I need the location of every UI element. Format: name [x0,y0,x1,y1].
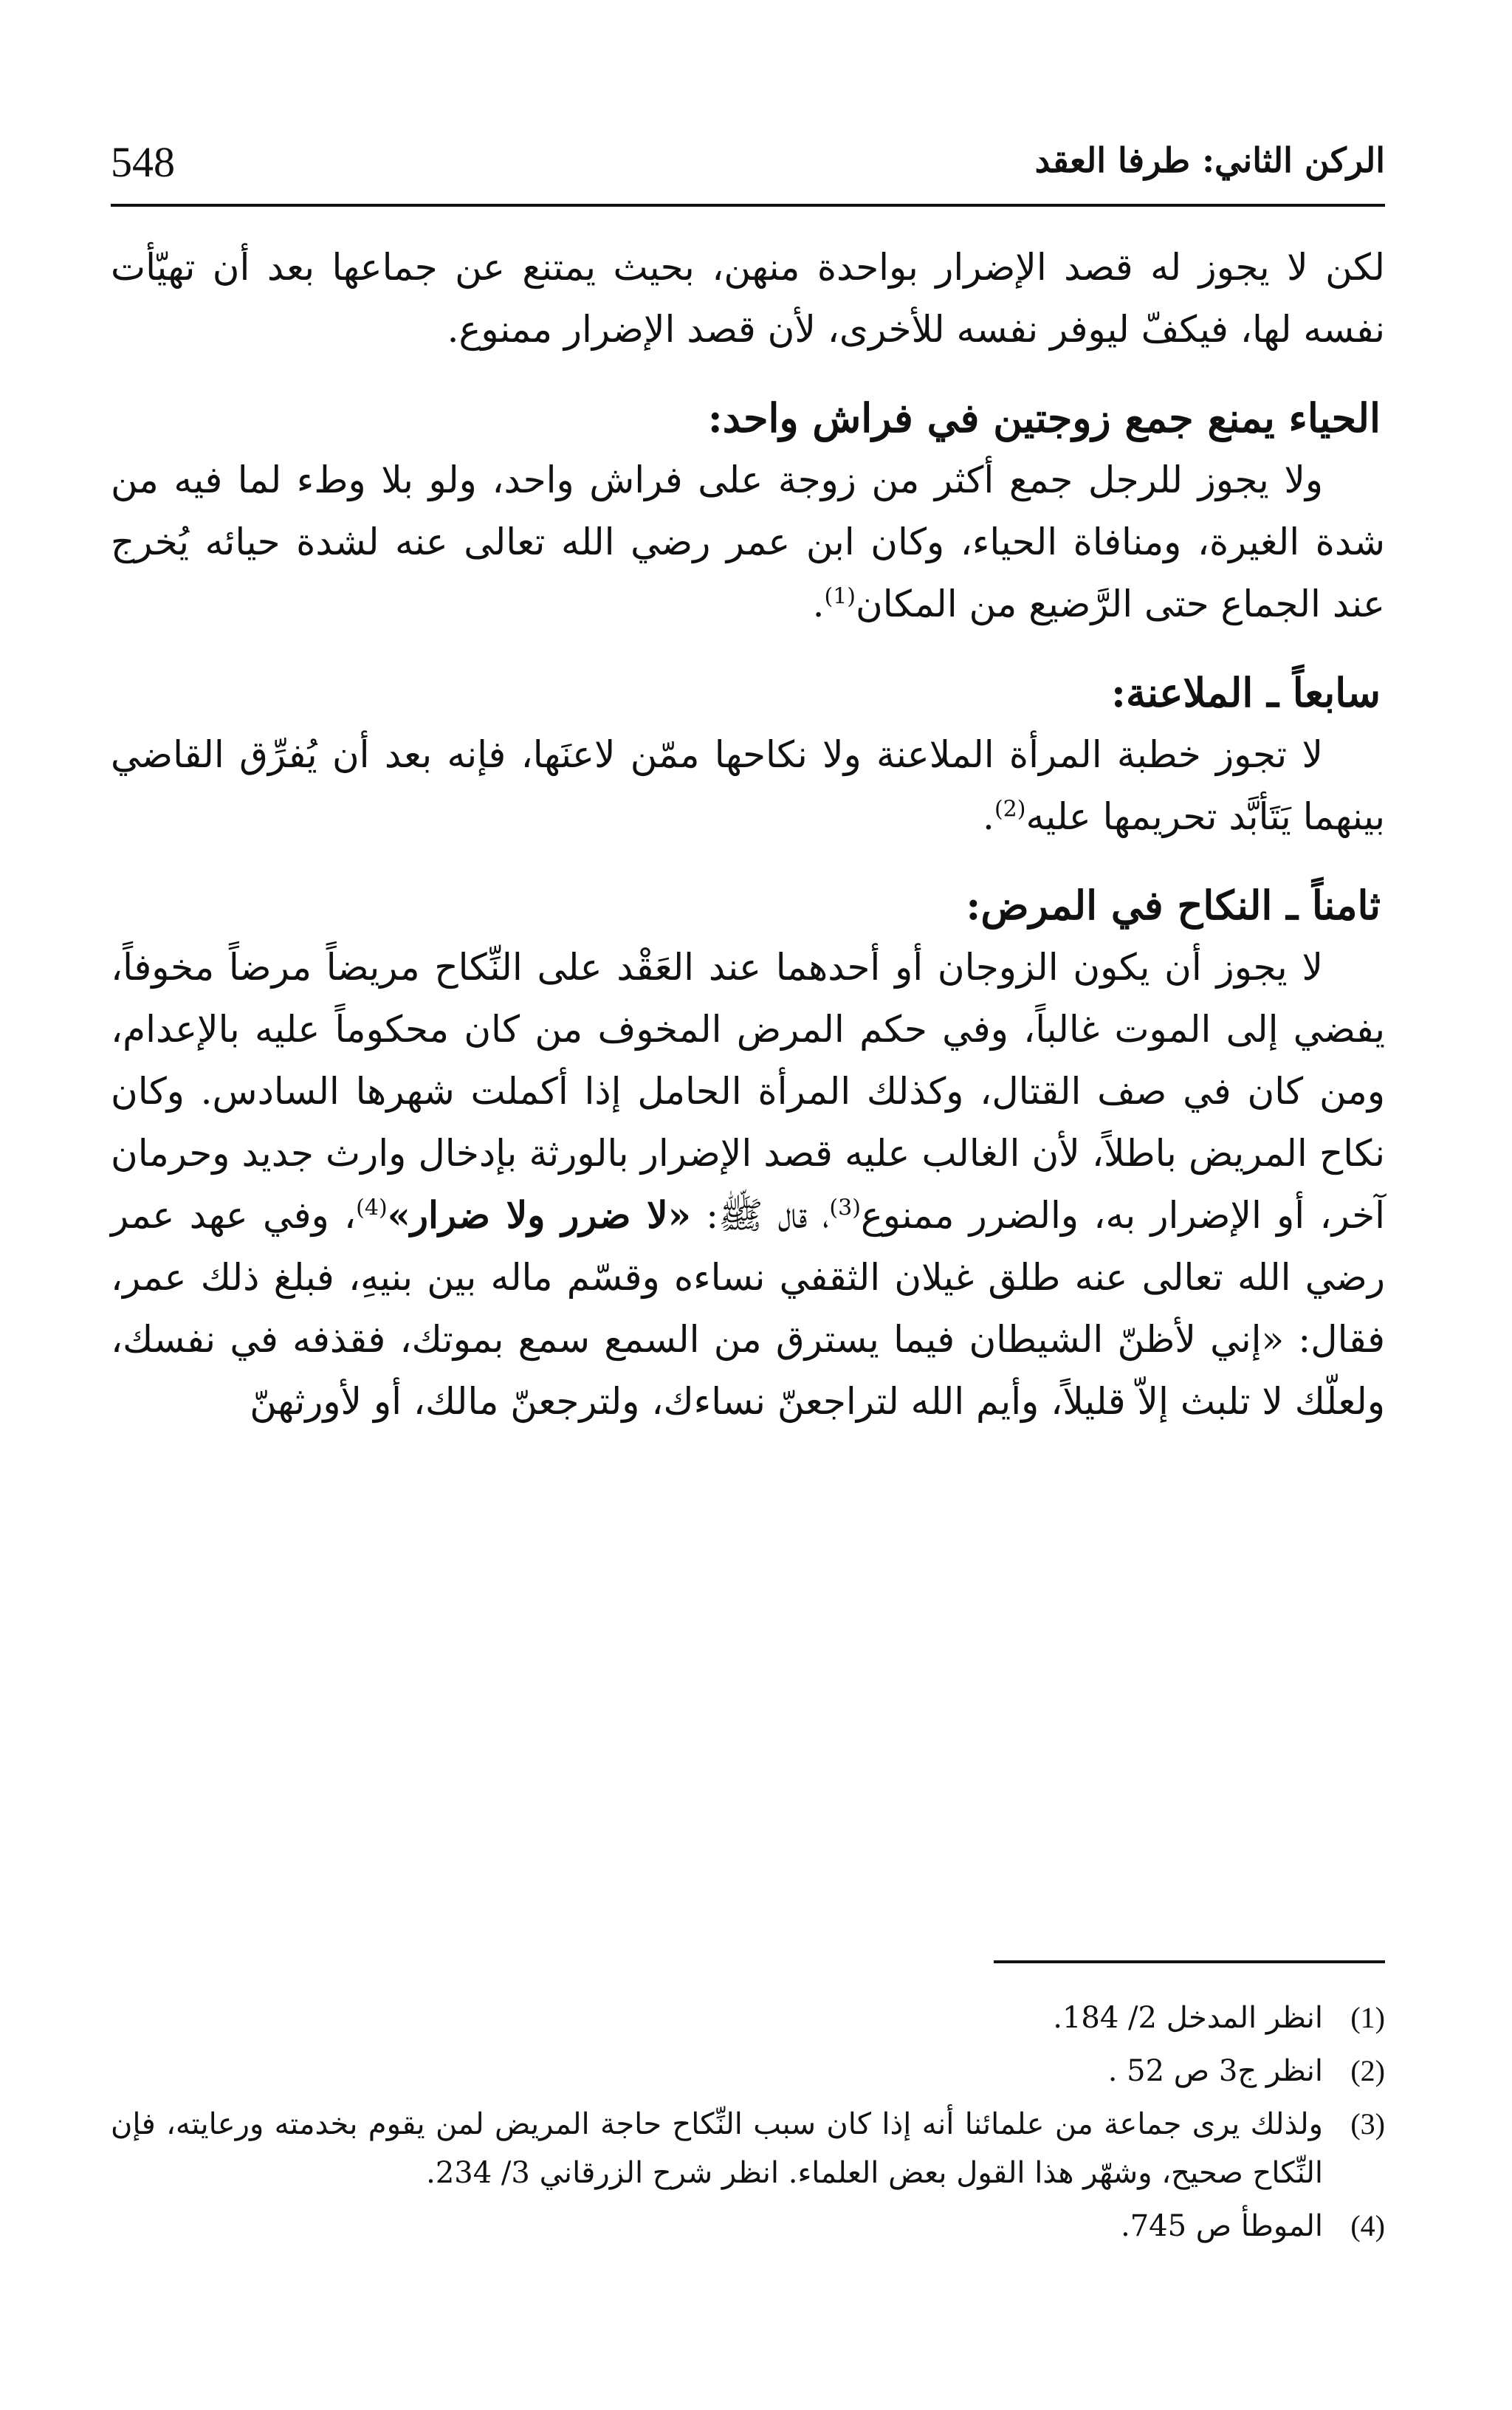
footnote-text: ولذلك يرى جماعة من علمائنا أنه إذا كان سبب النِّكاح حاجة المريض لمن يقوم بخدمته ورعايته، فإن النِّكاح صحيح، وشهّر هذا القول بعض العلماء. انظر شرح الزرقاني 3/ 234. [111,2107,1323,2190]
footnote-2 [111,2047,1385,2095]
footnote-ref-2[interactable]: (2) [994,796,1026,823]
paragraph-2-text: ولا يجوز للرجل جمع أكثر من زوجة على فراش واحد، ولو بلا وطء لما فيه من شدة الغيرة، ومنافاة الحياء، وكان ابن عمر رضي الله تعالى عنه لشدة حيائه يُخرج عند الجماع حتى الرَّضيع من المكان [111,459,1385,625]
paragraph-2 [111,449,1385,635]
footnote-divider [994,1960,1385,1963]
footnotes [111,1994,1385,2255]
footnote-text: الموطأ ص 745. [1121,2209,1323,2243]
footnote-3 [111,2100,1385,2197]
running-head: الركن الثاني: طرفا العقد [1034,140,1385,180]
page-header [111,130,1385,207]
footnote-ref-4[interactable]: (4) [356,1195,388,1221]
paragraph-4-text-c: ، وفي عهد عمر رضي الله تعالى عنه طلق غيلان الثقفي نساءه وقسّم ماله بين بنيهِ، فبلغ ذلك عمر، فقال: «إني لأظنّ الشيطان فيما يسترق من السمع سمع بموتك، فقذفه في نفسك، ولعلّك لا تلبث إلاّ قليلاً، وأيم الله لتراجعنّ نساءك، ولترجعنّ مالك، أو لأورثهنّ [111,1194,1385,1423]
paragraph-3 [111,724,1385,848]
paragraph-4-text-a: لا يجوز أن يكون الزوجان أو أحدهما عند العَقْد على النِّكاح مريضاً مرضاً مخوفاً، يفضي إلى الموت غالباً، وفي حكم المرض المخوف من كان محكوماً عليه بالإعدام، ومن كان في صف القتال، وكذلك المرأة الحامل إذا أكملت شهرها السادس. وكان نكاح المريض باطلاً، لأن الغالب عليه قصد الإضرار بالورثة بإدخال وارث جديد وحرمان آخر، أو الإضرار به، والضرر ممنوع [111,946,1385,1237]
paragraph-1: لكن لا يجوز له قصد الإضرار بواحدة منهن، بحيث يمتنع عن جماعها بعد أن تهيّأت نفسه لها، فيكفّ ليوفر نفسه للأخرى، لأن قصد الإضرار ممنوع. [111,246,1385,351]
footnote-1 [111,1994,1385,2042]
paragraph-2-end: . [812,583,825,625]
section-heading-modesty: الحياء يمنع جمع زوجتين في فراش واحد: [707,394,1381,442]
footnote-text: انظر ج3 ص 52 . [1107,2054,1323,2088]
page-number: 548 [111,138,175,186]
footnote-number: (4) [1350,2209,1385,2242]
paragraph-4-text-b: ، قال ﷺ: [690,1194,830,1237]
footnote-number: (1) [1350,2001,1385,2034]
main-text [111,236,1385,1432]
footnote-number: (3) [1350,2107,1385,2140]
hadith-quote: «لا ضرر ولا ضرار» [387,1193,691,1237]
footnote-ref-3[interactable]: (3) [829,1195,861,1221]
footnote-number: (2) [1350,2054,1385,2087]
paragraph-3-end: . [983,795,994,838]
section-heading-mulaana: سابعاً ـ الملاعنة: [1111,669,1381,716]
paragraph-4 [111,936,1385,1432]
paragraph-3-text: لا تجوز خطبة المرأة الملاعنة ولا نكاحها ممّن لاعنَها، فإنه بعد أن يُفرِّق القاضي بينهما يَتَأبَّد تحريمها عليه [111,733,1385,838]
footnote-4 [111,2202,1385,2251]
footnote-text: انظر المدخل 2/ 184. [1053,2001,1323,2035]
footnote-ref-1[interactable]: (1) [824,583,856,610]
section-heading-marriage-in-illness: ثامناً ـ النكاح في المرض: [966,882,1381,929]
